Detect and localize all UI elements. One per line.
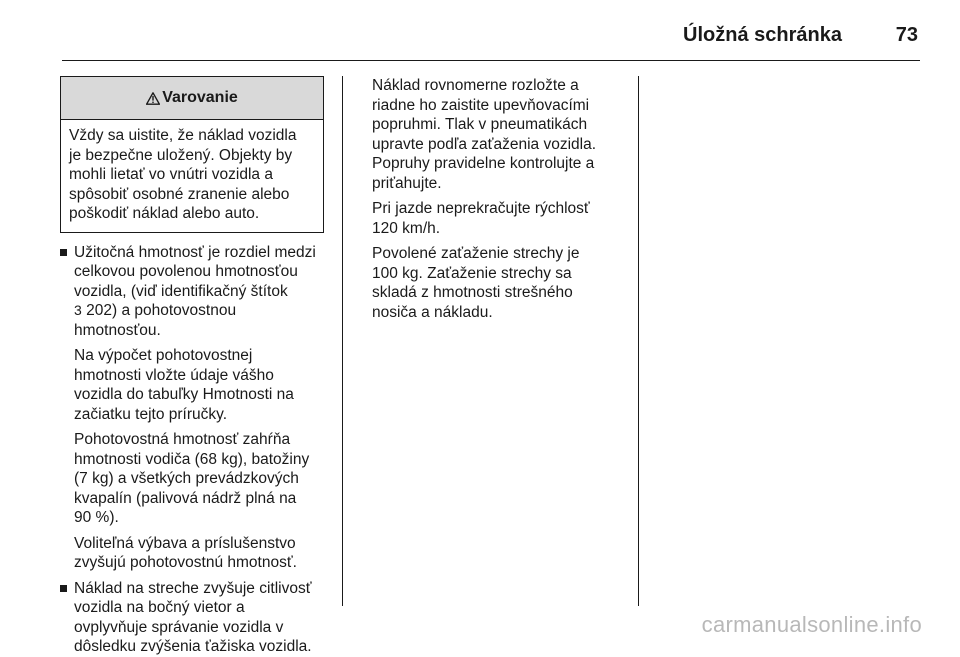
warning-line: poškodiť náklad alebo auto. xyxy=(69,205,260,222)
paragraph xyxy=(74,534,324,573)
text-line: 120 km/h. xyxy=(372,219,441,237)
bullet-item xyxy=(60,243,324,573)
paragraph xyxy=(372,199,622,238)
bullet-item xyxy=(60,579,324,657)
page-reference-arrow[interactable]: 3 xyxy=(74,302,82,318)
warning-title: Varovanie xyxy=(162,89,238,106)
text-line: Pri jazde neprekračujte rýchlosť xyxy=(372,200,590,217)
text-line: Voliteľná výbava a príslušenstvo xyxy=(74,534,296,552)
text-line: kvapalín (palivová nádrž plná na xyxy=(74,489,297,507)
text-line: zvyšujú pohotovostnú hmotnosť. xyxy=(74,554,297,571)
text-line: 202) a pohotovostnou xyxy=(86,302,237,319)
column-divider-left xyxy=(342,76,343,606)
text-line: Náklad na streche zvyšuje citlivosť xyxy=(74,579,312,597)
text-line: Užitočná hmotnosť je rozdiel medzi xyxy=(74,243,316,261)
left-column xyxy=(60,76,324,657)
text-line: nosiča a nákladu. xyxy=(372,303,493,321)
warning-line: mohli lietať vo vnútri vozidla a xyxy=(69,166,273,183)
text-line: hmotnosti vložte údaje vášho xyxy=(74,366,274,384)
text-line: riadne ho zaistite upevňovacími xyxy=(372,96,590,114)
page-header xyxy=(62,18,920,61)
text-line: dôsledku zvýšenia ťažiska vozidla. xyxy=(74,638,312,655)
text-line: 90 %). xyxy=(74,509,119,526)
column-divider-right xyxy=(638,76,639,606)
text-line: upravte podľa zaťaženia vozidla. xyxy=(372,135,597,153)
text-line: hmotnosťou. xyxy=(74,321,161,339)
paragraph xyxy=(74,430,324,528)
text-line: Náklad rovnomerne rozložte a xyxy=(372,77,579,94)
paragraph xyxy=(74,243,324,341)
watermark: carmanualsonline.info xyxy=(701,612,922,637)
bullet-square-icon xyxy=(60,585,67,592)
warning-text xyxy=(61,120,323,232)
text-line: začiatku tejto príručky. xyxy=(74,405,228,423)
text-line: vozidla do tabuľky Hmotnosti na xyxy=(74,386,294,403)
text-line: ovplyvňuje správanie vozidla v xyxy=(74,618,284,636)
page-number: 73 xyxy=(895,24,918,46)
paragraph xyxy=(74,579,324,657)
warning-triangle-icon xyxy=(146,92,160,105)
text-line: Pohotovostná hmotnosť zahŕňa xyxy=(74,431,291,448)
text-line: skladá z hmotnosti strešného xyxy=(372,284,573,301)
text-line: 100 kg. Zaťaženie strechy sa xyxy=(372,264,572,282)
bullet-square-icon xyxy=(60,249,67,256)
text-line: vozidla na bočný vietor a xyxy=(74,599,245,616)
paragraph xyxy=(74,346,324,424)
paragraph xyxy=(372,244,622,322)
warning-line: Vždy sa uistite, že náklad vozidla xyxy=(69,127,297,144)
paragraph xyxy=(372,76,622,193)
text-line: (7 kg) a všetkých prevádzkových xyxy=(74,470,299,487)
warning-line: spôsobiť osobné zranenie alebo xyxy=(69,185,290,203)
text-line: popruhmi. Tlak v pneumatikách xyxy=(372,116,588,133)
warning-line: je bezpečne uložený. Objekty by xyxy=(69,146,293,164)
text-line: celkovou povolenou hmotnosťou xyxy=(74,263,298,280)
section-title: Úložná schránka xyxy=(683,24,842,46)
text-line: hmotnosti vodiča (68 kg), batožiny xyxy=(74,450,310,468)
middle-column xyxy=(372,76,622,322)
text-line: Povolené zaťaženie strechy je xyxy=(372,245,580,262)
text-line: Popruhy pravidelne kontrolujte a xyxy=(372,155,595,172)
warning-box xyxy=(60,76,324,233)
text-line: priťahujte. xyxy=(372,174,442,192)
text-line: vozidla, (viď identifikačný štítok xyxy=(74,282,288,300)
warning-header xyxy=(61,77,323,120)
text-line: Na výpočet pohotovostnej xyxy=(74,347,253,364)
